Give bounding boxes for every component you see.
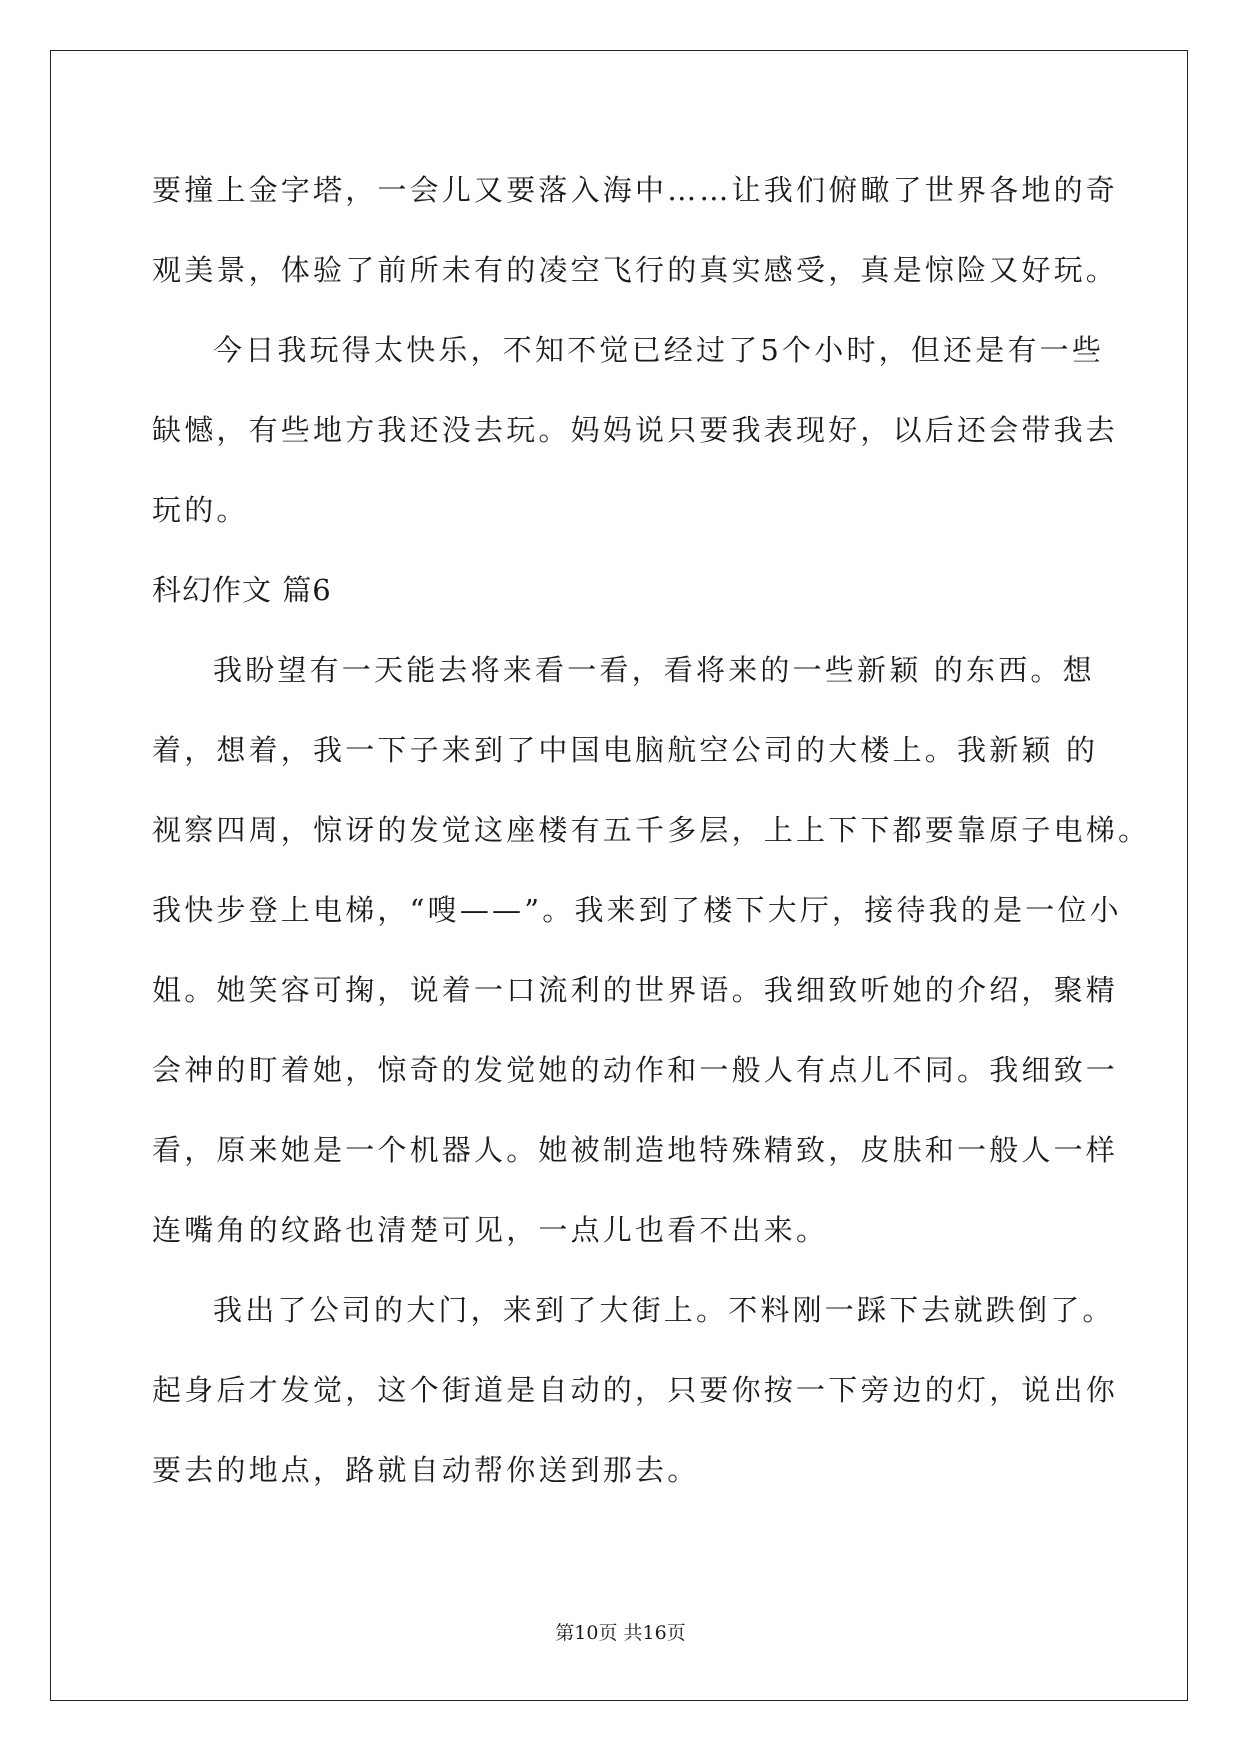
text-line: 视察四周，惊讶的发觉这座楼有五千多层，上上下下都要靠原子电梯。 (152, 813, 1151, 847)
paragraph-first-line: 我盼望有一天能去将来看一看，看将来的一些新颖 的东西。想 (213, 653, 1095, 687)
page-number-footer: 第10页 共16页 (555, 1622, 686, 1644)
text-line: 缺憾，有些地方我还没去玩。妈妈说只要我表现好，以后还会带我去 (152, 413, 1119, 447)
text-line: 我快步登上电梯，“嗖——”。我来到了楼下大厅，接待我的是一位小 (152, 893, 1122, 927)
text-line: 着，想着，我一下子来到了中国电脑航空公司的大楼上。我新颖 的 (152, 733, 1099, 767)
text-line: 连嘴角的纹路也清楚可见，一点儿也看不出来。 (152, 1213, 829, 1247)
text-line: 会神的盯着她，惊奇的发觉她的动作和一般人有点儿不同。我细致一 (152, 1053, 1119, 1087)
text-line: 玩的。 (152, 493, 249, 527)
text-line: 要去的地点，路就自动帮你送到那去。 (152, 1453, 700, 1487)
text-line: 要撞上金字塔，一会儿又要落入海中……让我们俯瞰了世界各地的奇 (152, 173, 1119, 207)
text-line: 看，原来她是一个机器人。她被制造地特殊精致，皮肤和一般人一样 (152, 1133, 1119, 1167)
text-line: 姐。她笑容可掬，说着一口流利的世界语。我细致听她的介绍，聚精 (152, 973, 1119, 1007)
paragraph-first-line: 我出了公司的大门，来到了大街上。不料刚一踩下去就跌倒了。 (213, 1293, 1115, 1327)
section-heading: 科幻作文 篇6 (152, 573, 332, 607)
text-line: 起身后才发觉，这个街道是自动的，只要你按一下旁边的灯，说出你 (152, 1373, 1119, 1407)
paragraph-first-line: 今日我玩得太快乐，不知不觉已经过了5个小时，但还是有一些 (213, 333, 1105, 367)
text-line: 观美景，体验了前所未有的凌空飞行的真实感受，真是惊险又好玩。 (152, 253, 1119, 287)
